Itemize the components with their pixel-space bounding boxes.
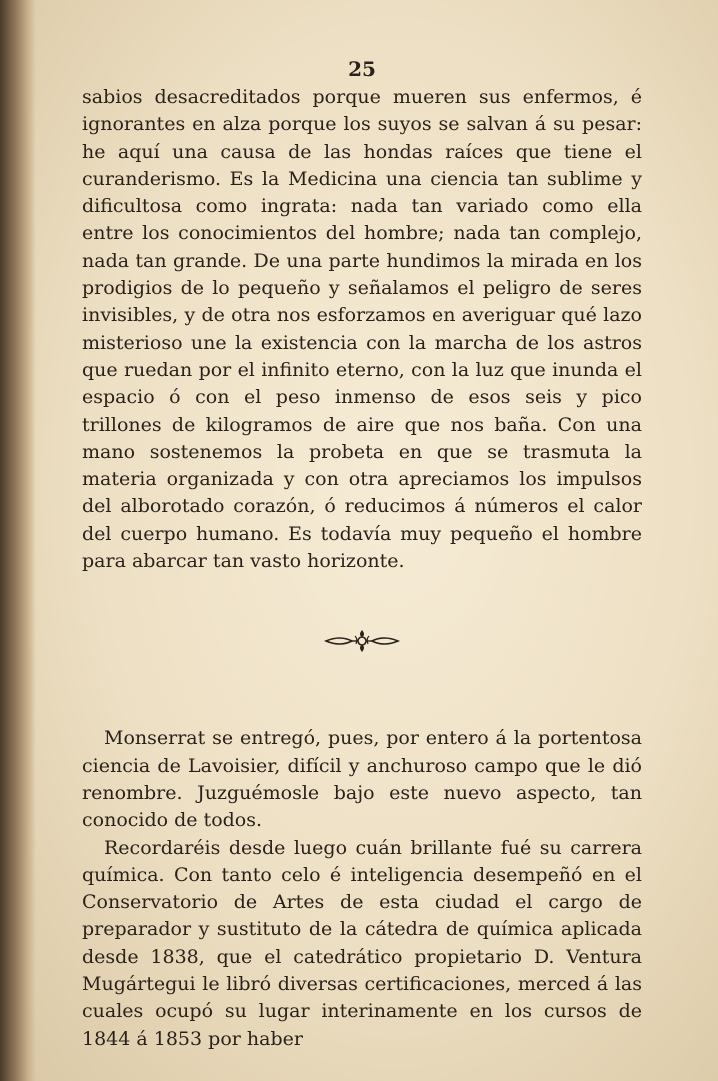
book-page [82, 56, 642, 1066]
paragraph-3: Recordaréis desde luego cuán brillante fué su carrera química. Con tanto celo é inteligencia desempeñó en el Conservatorio de Artes de esta ciudad el cargo de preparador y sustituto de la cátedra de química aplicada desde 1838, que el catedrático propietario D. Ventura Mugártegui le libró diversas certificaciones, merced á las cuales ocupó su lugar interinamente en los cursos de 1844 á 1853 por haber [82, 836, 642, 1050]
fleuron-ornament-icon [322, 626, 402, 656]
page-number: 25 [348, 57, 376, 81]
paragraph-1: sabios desacreditados porque mueren sus enfermos, é ignorantes en alza porque los suyos se salvan á su pesar: he aquí una causa de las hondas raíces que tiene el curanderismo. Es la Medicina una ciencia tan sublime y dificultosa como ingrata: nada tan variado como ella entre los conocimientos del hombre; nada tan complejo, nada tan grande. De una parte hundimos la mirada en los prodigios de lo pequeño y señalamos el peligro de seres invisibles, y de otra nos esforzamos en averiguar qué lazo misterioso une la existencia con la marcha de los astros que ruedan por el infinito eterno, con la luz que inunda el espacio ó con el peso inmenso de esos seis y pico trillones de kilogramos de aire que nos baña. Con una mano sostenemos la probeta en que se trasmuta la materia organizada y con otra apreciamos los impulsos del alborotado corazón, ó reducimos á números el calor del cuerpo humano. Es todavía muy pequeño el hombre para abarcar tan vasto horizonte. [82, 86, 642, 573]
book-binding-edge [0, 0, 36, 1081]
fleuron-ornament-icon [82, 621, 642, 661]
paragraph-2: Monserrat se entregó, pues, por entero á la portentosa ciencia de Lavoisier, difícil y anchuroso campo que le dió renombre. Juzguémosle bajo este nuevo aspecto, tan conocido de todos. [82, 727, 642, 832]
